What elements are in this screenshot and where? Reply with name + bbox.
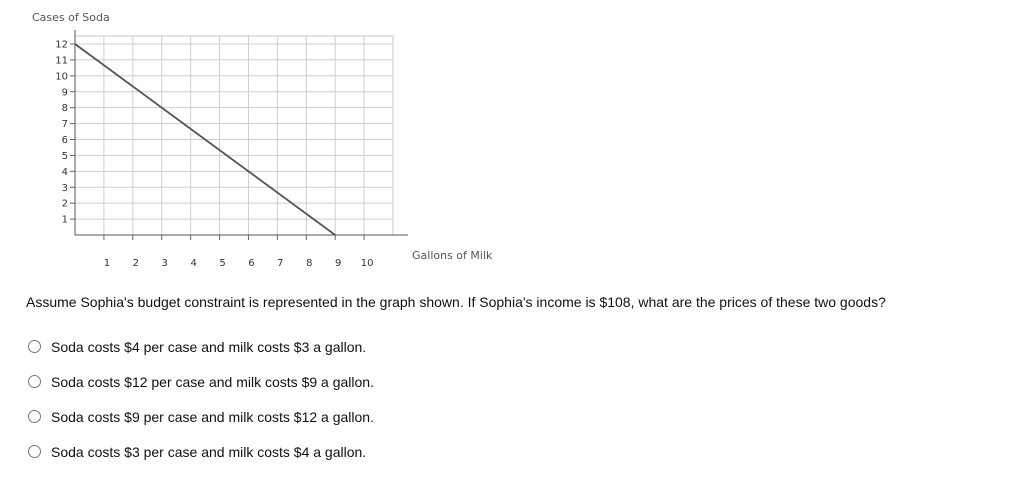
y-tick-label: 3	[61, 182, 68, 194]
answer-option-2[interactable]	[28, 364, 374, 399]
x-tick-label: 7	[277, 258, 284, 269]
answer-option-label: Soda costs $9 per case and milk costs $12 a gallon.	[51, 408, 374, 425]
chart-axes	[70, 30, 408, 240]
answer-options	[28, 329, 374, 469]
answer-option-4[interactable]	[28, 434, 374, 469]
y-tick-label: 1	[61, 214, 68, 226]
x-tick-label: 6	[248, 258, 255, 269]
x-tick-label: 2	[132, 258, 140, 269]
plot-frame	[75, 36, 393, 235]
y-tick-label: 4	[61, 166, 68, 178]
x-tick-label: 5	[219, 258, 226, 269]
y-tick-label: 11	[55, 55, 68, 67]
radio-button[interactable]	[28, 445, 41, 458]
y-tick-label: 2	[61, 198, 68, 210]
answer-option-1[interactable]	[28, 329, 374, 364]
y-axis-title: Cases of Soda	[32, 11, 110, 24]
x-tick-label: 3	[161, 258, 168, 269]
x-tick-label: 1	[103, 258, 111, 269]
y-tick-label: 8	[61, 103, 68, 115]
y-tick-label: 7	[61, 119, 68, 131]
x-axis-title: Gallons of Milk	[412, 249, 493, 262]
y-tick-label: 10	[55, 71, 68, 83]
y-tick-label: 5	[61, 150, 68, 162]
y-tick-label: 12	[55, 39, 68, 51]
answer-option-label: Soda costs $12 per case and milk costs $9 a gallon.	[51, 373, 374, 390]
answer-option-label: Soda costs $3 per case and milk costs $4 a gallon.	[51, 443, 367, 460]
radio-button[interactable]	[28, 340, 41, 353]
answer-option-label: Soda costs $4 per case and milk costs $3 a gallon.	[51, 338, 367, 355]
x-tick-label: 9	[334, 258, 342, 269]
x-tick-label: 8	[306, 258, 313, 269]
radio-button[interactable]	[28, 375, 41, 388]
question-text: Assume Sophia's budget constraint is represented in the graph shown. If Sophia's income is $108, what are the prices of these two goods?	[26, 294, 886, 310]
answer-option-3[interactable]	[28, 399, 374, 434]
chart-grid	[75, 36, 393, 235]
x-tick-labels	[104, 258, 374, 269]
y-tick-label: 6	[61, 135, 68, 146]
y-tick-label: 9	[61, 87, 68, 99]
x-tick-label: 4	[190, 258, 197, 269]
x-tick-label: 10	[360, 258, 374, 269]
y-tick-labels	[55, 40, 68, 226]
radio-button[interactable]	[28, 410, 41, 423]
